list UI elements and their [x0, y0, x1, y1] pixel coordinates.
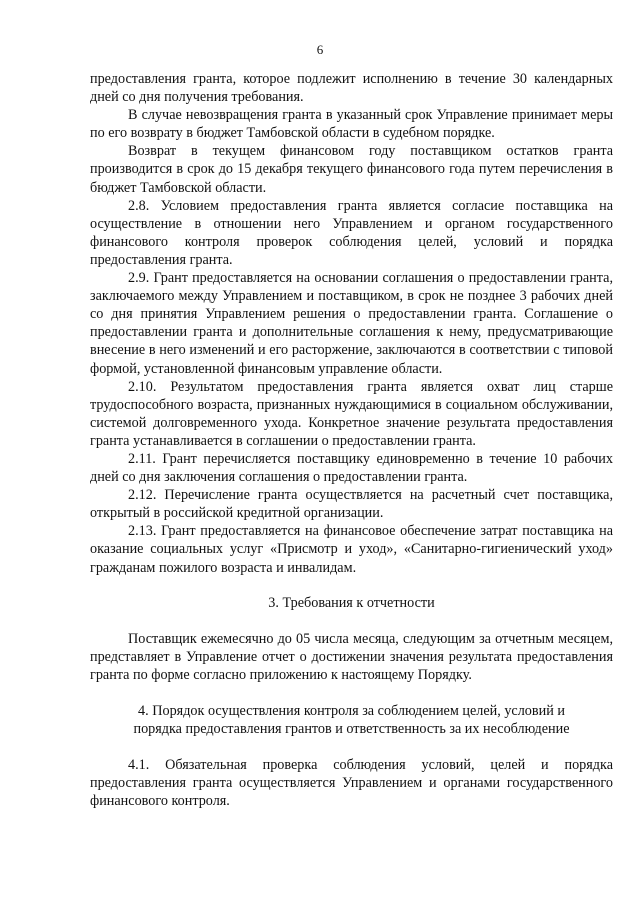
- paragraph-2-10: 2.10. Результатом предоставления гранта является охват лиц старше трудоспособного возраста, признанных нуждающимися в социальном обслуживании, системой долговременного ухода. Конкретное значение результата предоставления гранта устанавливается в соглашении о предоставлении гранта.: [90, 378, 613, 449]
- paragraph-continuation: предоставления гранта, которое подлежит исполнению в течение 30 календарных дней со дня получения требования.: [90, 71, 613, 106]
- spacer: [90, 577, 613, 594]
- paragraph-2-13: 2.13. Грант предоставляется на финансовое обеспечение затрат поставщика на оказание социальных услуг «Присмотр и уход», «Санитарно-гигиенический уход» гражданам пожилого возраста и инвалидам.: [90, 523, 613, 576]
- paragraph-2-9: 2.9. Грант предоставляется на основании соглашения о предоставлении гранта, заключаемого между Управлением и поставщиком, в срок не позднее 3 рабочих дней со дня принятия Управлением решения о предоставлении гранта. Соглашение о предоставлении гранта и дополнительные соглашения к нему, предусматривающие внесение в него изменений и его расторжение, заключаются в соответствии с типовой формой, установленной финансовым управление области.: [90, 270, 613, 377]
- paragraph-section-3: Поставщик ежемесячно до 05 числа месяца, следующим за отчетным месяцем, представляет в Управление отчет о достижении значения результата предоставления гранта по форме согласно приложению к настоящему Порядку.: [90, 630, 613, 683]
- page-number: 6: [316, 42, 324, 57]
- spacer: [90, 738, 613, 756]
- section-4-heading-line-2: порядка предоставления грантов и ответственность за их несоблюдение: [133, 721, 570, 738]
- section-3-heading: 3. Требования к отчетности: [268, 594, 435, 611]
- paragraph-2-11: 2.11. Грант перечисляется поставщику единовременно в течение 10 рабочих дней со дня заключения соглашения о предоставлении гранта.: [90, 450, 613, 486]
- document-body: [90, 70, 613, 810]
- paragraph-2-8: 2.8. Условием предоставления гранта является согласие поставщика на осуществление в отношении него Управлением и органом государственного финансового контроля проверок соблюдения целей, условий и порядка предоставления гранта.: [90, 197, 613, 268]
- spacer: [90, 612, 613, 630]
- paragraph-4-1: 4.1. Обязательная проверка соблюдения условий, целей и порядка предоставления гранта осуществляется Управлением и органами государственного финансового контроля.: [90, 757, 613, 810]
- paragraph-2-12: 2.12. Перечисление гранта осуществляется на расчетный счет поставщика, открытый в российской кредитной организации.: [90, 487, 613, 522]
- paragraph-remainder-return: Возврат в текущем финансовом году поставщиком остатков гранта производится в срок до 15 декабря текущего финансового года путем перечисления в бюджет Тамбовской области.: [90, 143, 613, 196]
- spacer: [90, 684, 613, 702]
- section-4-heading-line-1: 4. Порядок осуществления контроля за соблюдением целей, условий и: [138, 703, 565, 719]
- paragraph-nonreturn: В случае невозвращения гранта в указанный срок Управление принимает меры по его возврату в бюджет Тамбовской области в судебном порядке.: [90, 107, 613, 142]
